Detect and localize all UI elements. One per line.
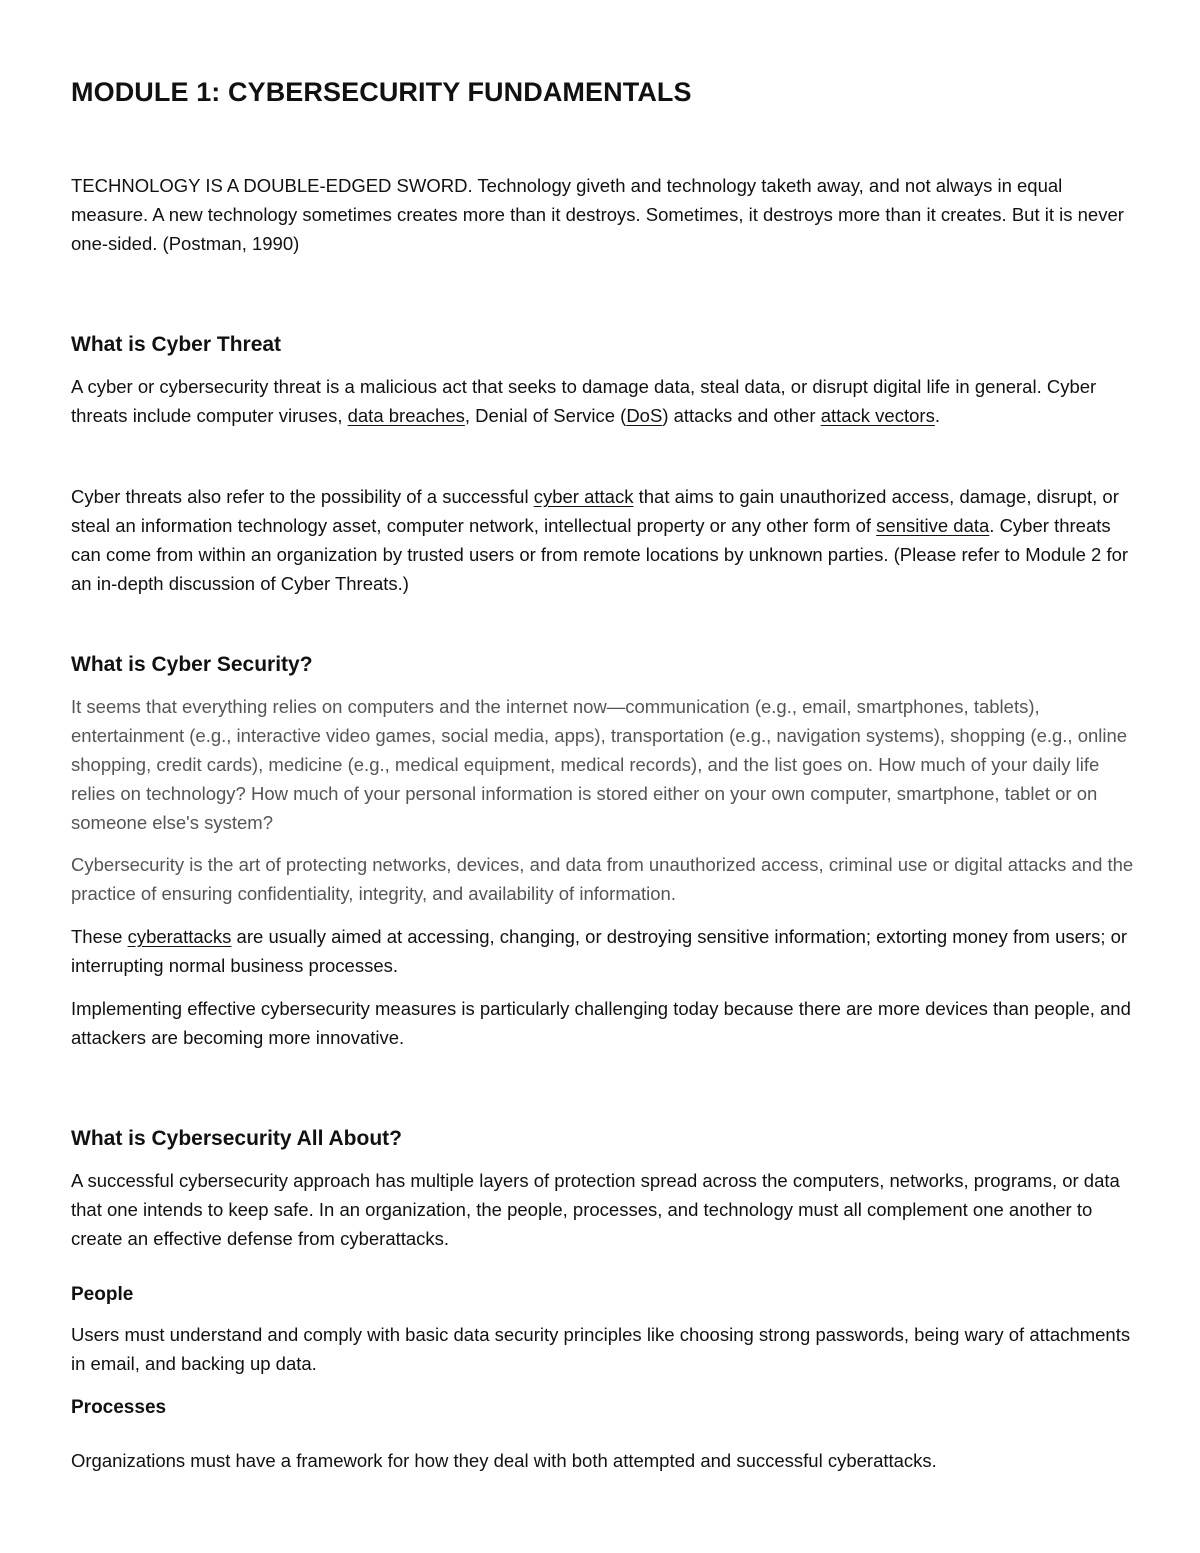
processes-paragraph: Organizations must have a framework for how they deal with both attempted and successful cyberattacks. [71, 1450, 937, 1471]
cyber-security-paragraph-3: These cyberattacks are usually aimed at accessing, changing, or destroying sensitive information; extorting money from users; or interrupting normal business processes. [71, 926, 1128, 976]
attack-vectors-link[interactable]: attack vectors [820, 405, 935, 426]
cyber-security-heading: What is Cyber Security? [71, 653, 313, 676]
cyber-security-paragraph-2: Cybersecurity is the art of protecting networks, devices, and data from unauthorized access, criminal use or digital attacks and the practice of ensuring confidentiality, integrity, and availability of information. [71, 854, 1134, 904]
people-heading: People [71, 1284, 134, 1305]
cyberattacks-link[interactable]: cyberattacks [127, 926, 232, 947]
dos-link[interactable]: DoS [626, 405, 663, 426]
cyber-threat-paragraph-1: A cyber or cybersecurity threat is a malicious act that seeks to damage data, steal data, or disrupt digital life in general. Cyber threats include computer viruses, data breaches, Denial of Service (DoS) attacks and other attack vectors. [71, 376, 1097, 426]
processes-heading: Processes [71, 1397, 167, 1418]
data-breaches-link[interactable]: data breaches [347, 405, 465, 426]
cybersecurity-about-heading: What is Cybersecurity All About? [71, 1127, 402, 1150]
cyber-security-paragraph-1: It seems that everything relies on computers and the internet now—communication (e.g., email, smartphones, tablets), entertainment (e.g., interactive video games, social media, apps), transportation (e.g., navigation systems), shopping (e.g., online shopping, credit cards), medicine (e.g., medical equipment, medical records), and the list goes on. How much of your daily life relies on technology? How much of your personal information is stored either on your own computer, smartphone, tablet or on someone else's system? [71, 696, 1128, 833]
cyber-attack-link[interactable]: cyber attack [533, 486, 634, 507]
cyber-threat-paragraph-2: Cyber threats also refer to the possibility of a successful cyber attack that aims to gain unauthorized access, damage, disrupt, or steal an information technology asset, computer network, intellectual property or any other form of sensitive data. Cyber threats can come from within an organization by trusted users or from remote locations by unknown parties. (Please refer to Module 2 for an in-depth discussion of Cyber Threats.) [71, 486, 1129, 594]
page-title: MODULE 1: CYBERSECURITY FUNDAMENTALS [71, 77, 692, 107]
postman-quote: TECHNOLOGY IS A DOUBLE-EDGED SWORD. Technology giveth and technology taketh away, and not always in equal measure. A new technology sometimes creates more than it destroys. Sometimes, it destroys more than it creates. But it is never one-sided. (Postman, 1990) [71, 175, 1124, 254]
cyber-security-paragraph-4: Implementing effective cybersecurity measures is particularly challenging today because there are more devices than people, and attackers are becoming more innovative. [71, 998, 1131, 1048]
cybersecurity-about-paragraph: A successful cybersecurity approach has multiple layers of protection spread across the computers, networks, programs, or data that one intends to keep safe. In an organization, the people, processes, and technology must all complement one another to create an effective defense from cyberattacks. [71, 1170, 1120, 1249]
sensitive-data-link[interactable]: sensitive data [876, 515, 990, 536]
people-paragraph: Users must understand and comply with basic data security principles like choosing strong passwords, being wary of attachments in email, and backing up data. [71, 1324, 1131, 1374]
cyber-threat-heading: What is Cyber Threat [71, 333, 282, 356]
